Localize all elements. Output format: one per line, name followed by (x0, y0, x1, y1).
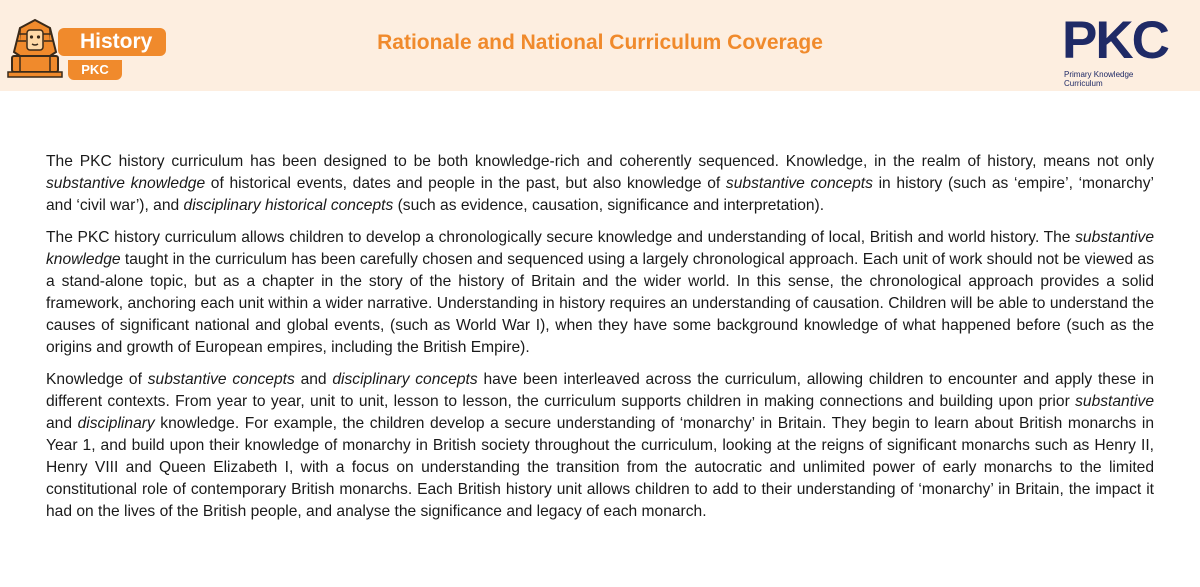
brand-mark: PKC (1062, 11, 1168, 70)
italic-term: substantive knowledge (46, 175, 206, 192)
text-run: knowledge. For example, the children develop a secure understanding of ‘monarchy’ in Britain. They begin to learn about British monarchs in Year 1, and build upon their knowledge of monarchy in British society throughout the curriculum, looking at the reigns of significant monarchs such as Henry II, Henry VIII and Queen Elizabeth I, with a focus on understanding the transition from the autocratic and unlimited power of early monarchs to the limited constitutional role of contemporary British monarchs. Each British history unit allows children to add to their understanding of ‘monarchy’ in Britain, the impact it had on the lives of the British people, and analyse the significance and legacy of each monarch. (46, 415, 1155, 520)
italic-term: disciplinary (77, 415, 155, 432)
sphinx-icon (6, 16, 64, 78)
text-run: in history (such as ‘empire’, ‘monarchy’ and ‘civil war’), and (46, 175, 1154, 214)
page-title: Rationale and National Curriculum Coverage (377, 31, 823, 54)
brand-subtitle-line-1: Primary Knowledge (1064, 70, 1134, 79)
text-run: Knowledge of (46, 371, 148, 388)
pkc-brand-logo (1062, 11, 1192, 90)
text-run: (such as evidence, causation, significance and interpretation). (393, 197, 825, 214)
body-text (46, 151, 1154, 533)
italic-term: substantive concepts (725, 175, 873, 192)
italic-term: disciplinary concepts (332, 371, 478, 388)
header-band (0, 0, 1200, 91)
text-run: have been interleaved across the curriculum, allowing children to encounter and apply these in different contexts. From year to year, unit to unit, lesson to lesson, the curriculum supports children in making connections and building upon prior (46, 371, 1154, 410)
text-run: of historical events, dates and people in the past, but also knowledge of (205, 175, 726, 192)
italic-term: substantive (1075, 393, 1154, 410)
brand-subtitle (1064, 70, 1192, 88)
italic-term: substantive concepts (147, 371, 295, 388)
history-logo (6, 16, 166, 78)
text-run: taught in the curriculum has been carefully chosen and sequenced using a largely chronological approach. Each unit of work should not be viewed as a stand-alone topic, but as a chapter in the story of the history of Britain and the wider world. In this sense, the chronological approach provides a solid framework, anchoring each unit within a wider narrative. Understanding in history requires an understanding of causation. Children will be able to understand the causes of significant national and global events, (such as World War I), when they have some background knowledge of what happened before (such as the origins and growth of European empires, including the British Empire). (46, 251, 1154, 356)
paragraph (46, 151, 1154, 217)
text-run: The PKC history curriculum has been designed to be both knowledge-rich and coherently sequenced. Knowledge, in the realm of history, means not only (46, 153, 1154, 170)
italic-term: disciplinary historical concepts (183, 197, 394, 214)
text-run: and (294, 371, 333, 388)
italic-term: substantive knowledge (46, 229, 1154, 268)
paragraph (46, 227, 1154, 359)
program-tag: PKC (68, 60, 122, 80)
text-run: and (46, 415, 78, 432)
brand-subtitle-line-2: Curriculum (1064, 79, 1103, 88)
paragraph (46, 369, 1154, 523)
text-run: The PKC history curriculum allows children to develop a chronologically secure knowledge and understanding of local, British and world history. The (46, 229, 1076, 246)
subject-label: History (58, 28, 166, 56)
